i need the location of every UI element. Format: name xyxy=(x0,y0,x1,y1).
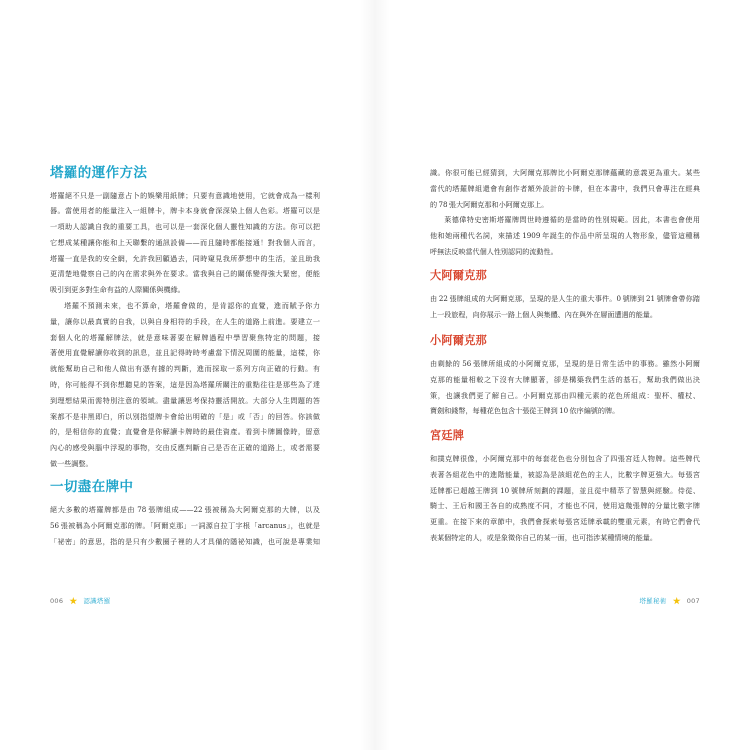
text-line: 的，是相信你的直覺；直覺會是你解讀卡牌時的最佳資產。看到卡牌圖像時，留意 xyxy=(50,427,320,437)
text-line: 識。你很可能已經猜到，大阿爾克那牌比小阿爾克那牌蘊藏的意義更為重大。某些 xyxy=(430,168,700,177)
text-line: 做一些調整。 xyxy=(50,459,93,469)
section-heading-minor-arcana: 小阿爾克那 xyxy=(430,334,487,347)
section-heading-court-cards: 宮廷牌 xyxy=(430,429,465,442)
paragraph xyxy=(430,291,700,323)
section-heading-how-tarot-works: 塔羅的運作方法 xyxy=(50,165,148,181)
text-line: 的 78 張大阿爾克那和小阿爾克那上。 xyxy=(430,199,549,209)
section-heading-all-in-the-cards: 一切盡在牌中 xyxy=(50,479,134,495)
text-line: 就能幫助自己和他人做出有憑有據的判斷，進而採取一系列方向正確的行動。有 xyxy=(50,364,320,374)
running-title: 認識塔羅 xyxy=(83,597,111,605)
text-line: 塔羅一直是我的安全網，允許我回顧過去，同時窺見我所夢想中的生活，並且助我 xyxy=(50,253,320,263)
text-line: 和撲克牌很像，小阿爾克那中的每套花色也分別包含了四張宮廷人物牌。這些牌代 xyxy=(430,454,700,463)
star-icon xyxy=(673,597,681,605)
section-heading-major-arcana: 大阿爾克那 xyxy=(430,269,487,282)
text-line: 由 22 張牌組成的大阿爾克那，呈現的是人生的重大事件。0 號牌到 21 號牌會帶你踏 xyxy=(430,294,700,303)
text-line: 「祕密」的意思，指的是只有少數圈子裡的人才具備的隱祕知識，也可說是專業知 xyxy=(50,536,320,546)
paragraph xyxy=(50,502,320,549)
text-line: 他和她兩種代名詞，來描述 1909 年誕生的作品中所呈現的人物形象，儘管這種稱 xyxy=(430,231,700,241)
text-line: 騎士、王后和國王各自的成熟度不同，才能也不同，使用這幾張牌的分量比數字牌 xyxy=(430,501,700,511)
page-number: 006 xyxy=(50,597,64,605)
text-line: 更重。在接下來的章節中，我們會探索每張宮廷牌承載的雙重元素，有時它們會代 xyxy=(430,517,700,527)
text-line: 器。當使用者的能量注入一組牌卡，牌卡本身就會深深染上個人色彩。塔羅可以是 xyxy=(50,206,320,216)
text-line: 量，讓你以最真實的自我，以與自身相符的手段，在人生的道路上前進。要建立一 xyxy=(50,316,320,326)
section-body xyxy=(430,291,700,323)
text-line: 塔羅不預測未來，也不算命，塔羅會做的，是肯認你的直覺，進而賦予你力 xyxy=(64,301,320,311)
text-line: 內心的感受與腦中浮現的事物，交由反應判斷自己是否在正確的道路上，或者需要 xyxy=(50,443,320,453)
paragraph xyxy=(50,298,320,472)
text-line: 塔羅絕不只是一副隨意占卜的娛樂用紙牌；只要有意識地使用，它就會成為一樣利 xyxy=(50,190,320,200)
text-line: 絕大多數的塔羅牌都是由 78 張牌組成——22 張被稱為大阿爾克那的大牌，以及 xyxy=(50,505,320,514)
text-line: 當代的塔羅牌組還會有創作者額外設計的卡牌，但在本書中，我們只會專注在經典 xyxy=(430,183,700,193)
text-line: 案都不是非黑即白，所以別指望牌卡會給出明確的「是」或「否」的回答。你該做 xyxy=(50,411,320,421)
paragraph xyxy=(430,356,700,419)
text-line: 56 張被稱為小阿爾克那的牌。「阿爾克那」一詞源自拉丁字根「arcanus」，也就是 xyxy=(50,520,320,530)
text-line: 吸引到更多對生命有益的人際關係與機緣。 xyxy=(50,285,185,295)
text-line: 表某個特定的人，或是象徵你自己的某一面，也可指涉某種情境的能量。 xyxy=(430,532,657,542)
running-title: 塔羅秘術 xyxy=(639,597,667,605)
text-line: 時，你可能得不到你想聽見的答案，這是因為塔羅所關注的重點往往是那些為了達 xyxy=(50,380,320,390)
section-body xyxy=(50,188,320,472)
text-line: 策，也讓我們更了解自己。小阿爾克那由四種元素的花色所組成：聖杯、權杖、 xyxy=(430,390,700,400)
paragraph xyxy=(430,451,700,546)
page-footer-left xyxy=(50,596,111,606)
text-line: 到理想結果而需特別注意的領域。盡量讓思考保持靈活開放。大部分人生問題的答 xyxy=(50,395,320,405)
text-line: 廷牌都已超越王牌到 10 號牌所刻劃的課題，並且從中精萃了智慧與經驗。侍從、 xyxy=(430,485,700,495)
text-line: 它想成某種讓你能和上天聯繫的通訊設備——而且隨時都能接通！對我個人而言， xyxy=(50,237,320,247)
star-icon xyxy=(69,597,77,605)
text-line: 萊德偉特史密斯塔羅牌問世時遵循的是當時的性別規範。因此，本書也會使用 xyxy=(444,215,700,225)
text-line: 著使用直覺解讀你收到的訊息，並且記得時時考慮當下情況周圍的能量，這樣，你 xyxy=(50,348,320,358)
text-line: 套個人化的塔羅解牌法，就是意味著要在解牌過程中學習聚焦特定的問題，接 xyxy=(50,332,320,342)
page-gutter xyxy=(360,0,390,750)
paragraph xyxy=(50,188,320,299)
section-body xyxy=(430,165,700,260)
text-line: 更清楚地覺察自己的內在需求與外在要求。當我與自己的關係變得強大緊密，便能 xyxy=(50,269,320,279)
paragraph xyxy=(430,212,700,259)
text-line: 呼無法反映當代個人性別認同的流動性。 xyxy=(430,246,558,256)
text-line: 克那的能量相較之下沒有大牌顯著，卻是構築我們生活的基石，幫助我們做出決 xyxy=(430,374,700,384)
text-line: 上一段旅程，向你展示一路上個人與集體、內在與外在層面遭遇的能量。 xyxy=(430,309,657,319)
section-body xyxy=(430,356,700,419)
text-line: 由剩餘的 56 張牌所組成的小阿爾克那，呈現的是日常生活中的事務。雖然小阿爾 xyxy=(430,359,700,368)
section-body xyxy=(430,451,700,546)
page-number: 007 xyxy=(686,597,700,605)
section-body xyxy=(50,502,320,549)
text-line: 寶劍和錢幣，每種花色包含十張從王牌到 10 依序編號的牌。 xyxy=(430,406,620,416)
text-line: 一項助人認識自我的重要工具，也可以是一套深化個人靈性知識的方法。你可以把 xyxy=(50,222,320,232)
text-line: 表著各組花色中的進階能量，被認為是該組花色的主人，比數字牌更強大。每張宮 xyxy=(430,469,700,479)
page-footer-right xyxy=(639,596,700,606)
paragraph xyxy=(430,165,700,212)
